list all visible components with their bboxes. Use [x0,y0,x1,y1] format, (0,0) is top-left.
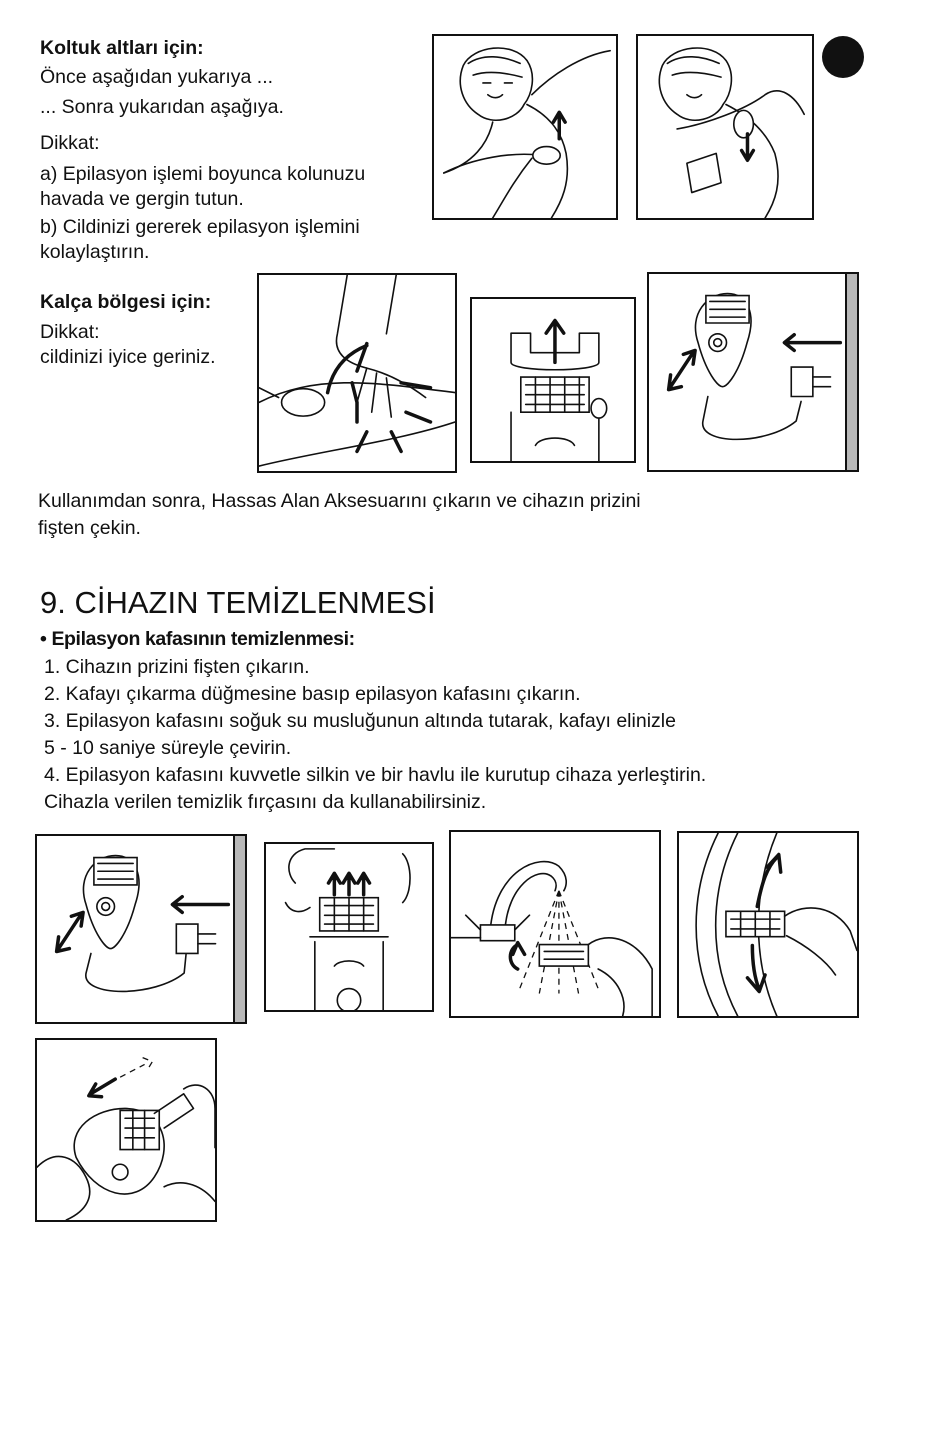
cleaning-subheading: • Epilasyon kafasının temizlenmesi: [40,628,355,650]
section-badge-icon [822,36,864,78]
cleaning-step: 2. Kafayı çıkarma düğmesine basıp epilasyon kafasını çıkarın. [44,683,581,705]
armpit-downward-figure [636,34,814,220]
cleaning-step: 4. Epilasyon kafasını kuvvetle silkin ve bir havlu ile kurutup cihaza yerleştirin. [44,764,707,786]
remove-head-figure [470,297,636,463]
armpit-line: kolaylaştırın. [40,241,150,263]
cleaning-step: Cihazla verilen temizlik fırçasını da kullanabilirsiniz. [44,791,487,813]
cleaning-remove-head-figure [264,842,434,1012]
unplug-figure [647,272,859,472]
wall-outlet [845,274,857,470]
cleaning-step: 1. Cihazın prizini fişten çıkarın. [44,656,310,678]
armpit-line: a) Epilasyon işlemi boyunca kolunuzu [40,163,366,185]
cleaning-step: 5 - 10 saniye süreyle çevirin. [44,737,292,759]
armpit-line: Önce aşağıdan yukarıya ... [40,66,274,88]
armpit-line: ... Sonra yukarıdan aşağıya. [40,96,284,118]
cleaning-unplug-figure [35,834,247,1024]
shake-head-figure [677,831,859,1018]
wall-outlet [233,836,245,1022]
brush-cleaning-figure [35,1038,217,1222]
hip-epilation-figure [257,273,457,473]
section-title: 9. CİHAZIN TEMİZLENMESİ [40,585,436,620]
armpit-heading: Koltuk altları için: [40,37,204,59]
hip-line: cildinizi iyice geriniz. [40,346,216,368]
after-use-line: fişten çekin. [38,517,141,539]
armpit-upward-figure [432,34,618,220]
rinse-under-tap-figure [449,830,661,1018]
armpit-line: Dikkat: [40,132,100,154]
armpit-line: havada ve gergin tutun. [40,188,244,210]
after-use-line: Kullanımdan sonra, Hassas Alan Aksesuarını çıkarın ve cihazın prizini [38,490,641,512]
armpit-line: b) Cildinizi gererek epilasyon işlemini [40,216,360,238]
cleaning-step: 3. Epilasyon kafasını soğuk su musluğunun altında tutarak, kafayı elinizle [44,710,676,732]
hip-heading: Kalça bölgesi için: [40,291,212,313]
hip-line: Dikkat: [40,321,100,343]
